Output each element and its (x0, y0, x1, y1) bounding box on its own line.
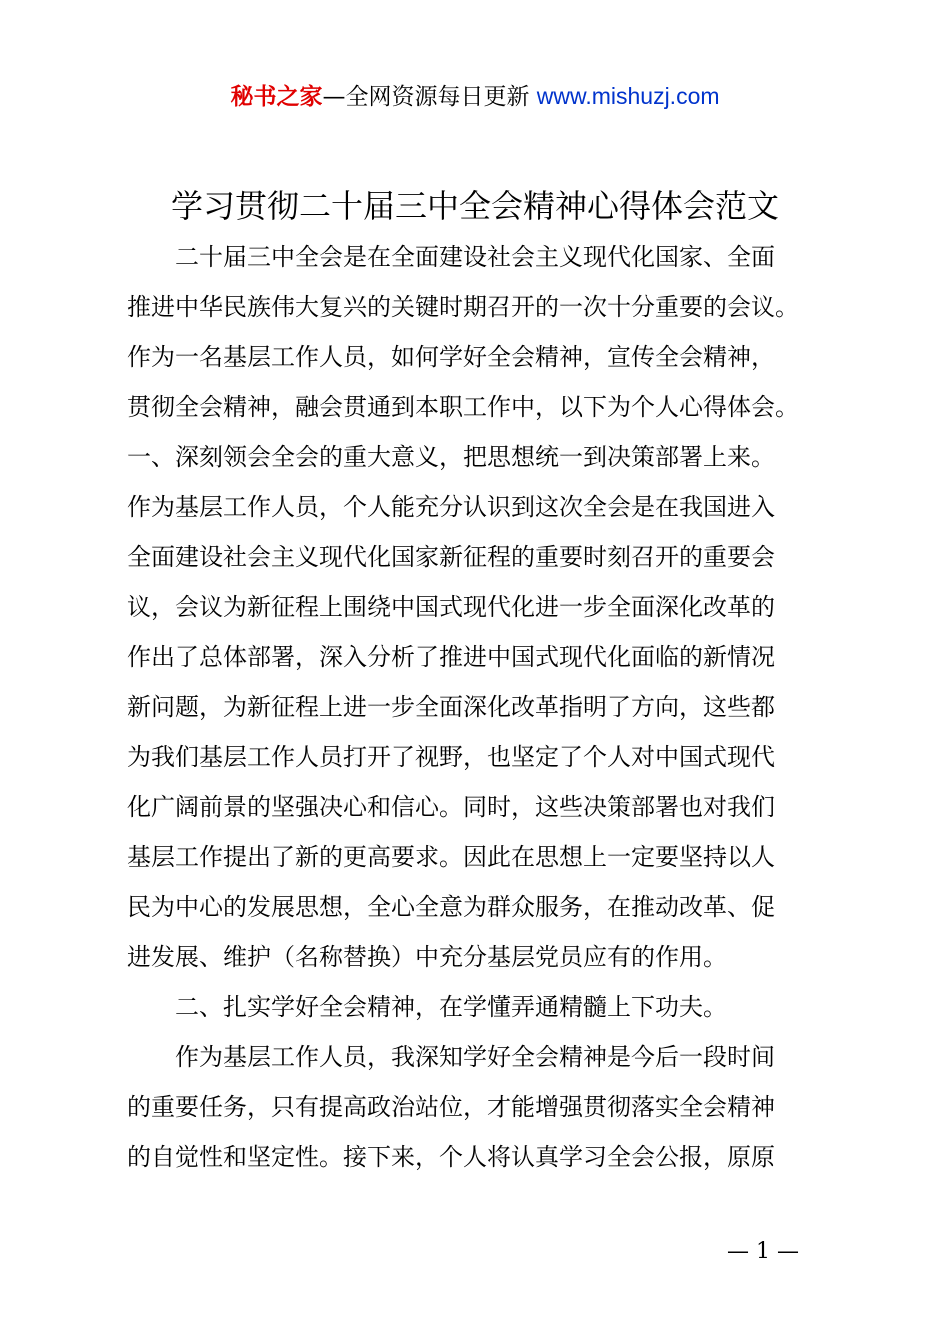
paragraph-line: 推进中华民族伟大复兴的关键时期召开的一次十分重要的会议。 (127, 293, 799, 321)
paragraph-line: 的重要任务，只有提高政治站位，才能增强贯彻落实全会精神 (127, 1093, 775, 1121)
paragraph-line: 进发展、维护（名称替换）中充分基层党员应有的作用。 (127, 943, 727, 971)
site-header (0, 80, 950, 113)
paragraph-line: 基层工作提出了新的更高要求。因此在思想上一定要坚持以人 (127, 843, 775, 871)
paragraph-line: 议，会议为新征程上围绕中国式现代化进一步全面深化改革的 (127, 593, 775, 621)
paragraph-line: 作为基层工作人员，个人能充分认识到这次全会是在我国进入 (127, 493, 775, 521)
header-tagline: —全网资源每日更新 (322, 84, 530, 110)
paragraph-line: 二、扎实学好全会精神，在学懂弄通精髓上下功夫。 (175, 993, 727, 1021)
paragraph-line: 为我们基层工作人员打开了视野，也坚定了个人对中国式现代 (127, 743, 775, 771)
paragraph-line: 二十届三中全会是在全面建设社会主义现代化国家、全面 (175, 243, 775, 271)
paragraph-line: 贯彻全会精神，融会贯通到本职工作中，以下为个人心得体会。 (127, 393, 799, 421)
paragraph-line: 的自觉性和坚定性。接下来，个人将认真学习全会公报，原原 (127, 1143, 775, 1171)
paragraph-line: 化广阔前景的坚强决心和信心。同时，这些决策部署也对我们 (127, 793, 775, 821)
paragraph-line: 作为一名基层工作人员，如何学好全会精神，宣传全会精神， (127, 343, 775, 371)
paragraph-line: 一、深刻领会全会的重大意义，把思想统一到决策部署上来。 (127, 443, 775, 471)
paragraph-line: 全面建设社会主义现代化国家新征程的重要时刻召开的重要会 (127, 543, 775, 571)
paragraph-line: 作出了总体部署，深入分析了推进中国式现代化面临的新情况 (127, 643, 775, 671)
paragraph-line: 民为中心的发展思想，全心全意为群众服务，在推动改革、促 (127, 893, 775, 921)
document-body (127, 232, 839, 1182)
paragraph-line: 作为基层工作人员，我深知学好全会精神是今后一段时间 (175, 1043, 775, 1071)
document-title: 学习贯彻二十届三中全会精神心得体会范文 (170, 187, 779, 225)
brand-name: 秘书之家 (230, 84, 323, 110)
page-number: — 1 — (727, 1239, 799, 1264)
paragraph-line: 新问题，为新征程上进一步全面深化改革指明了方向，这些都 (127, 693, 775, 721)
site-url-link[interactable]: www.mishuzj.com (536, 83, 720, 109)
